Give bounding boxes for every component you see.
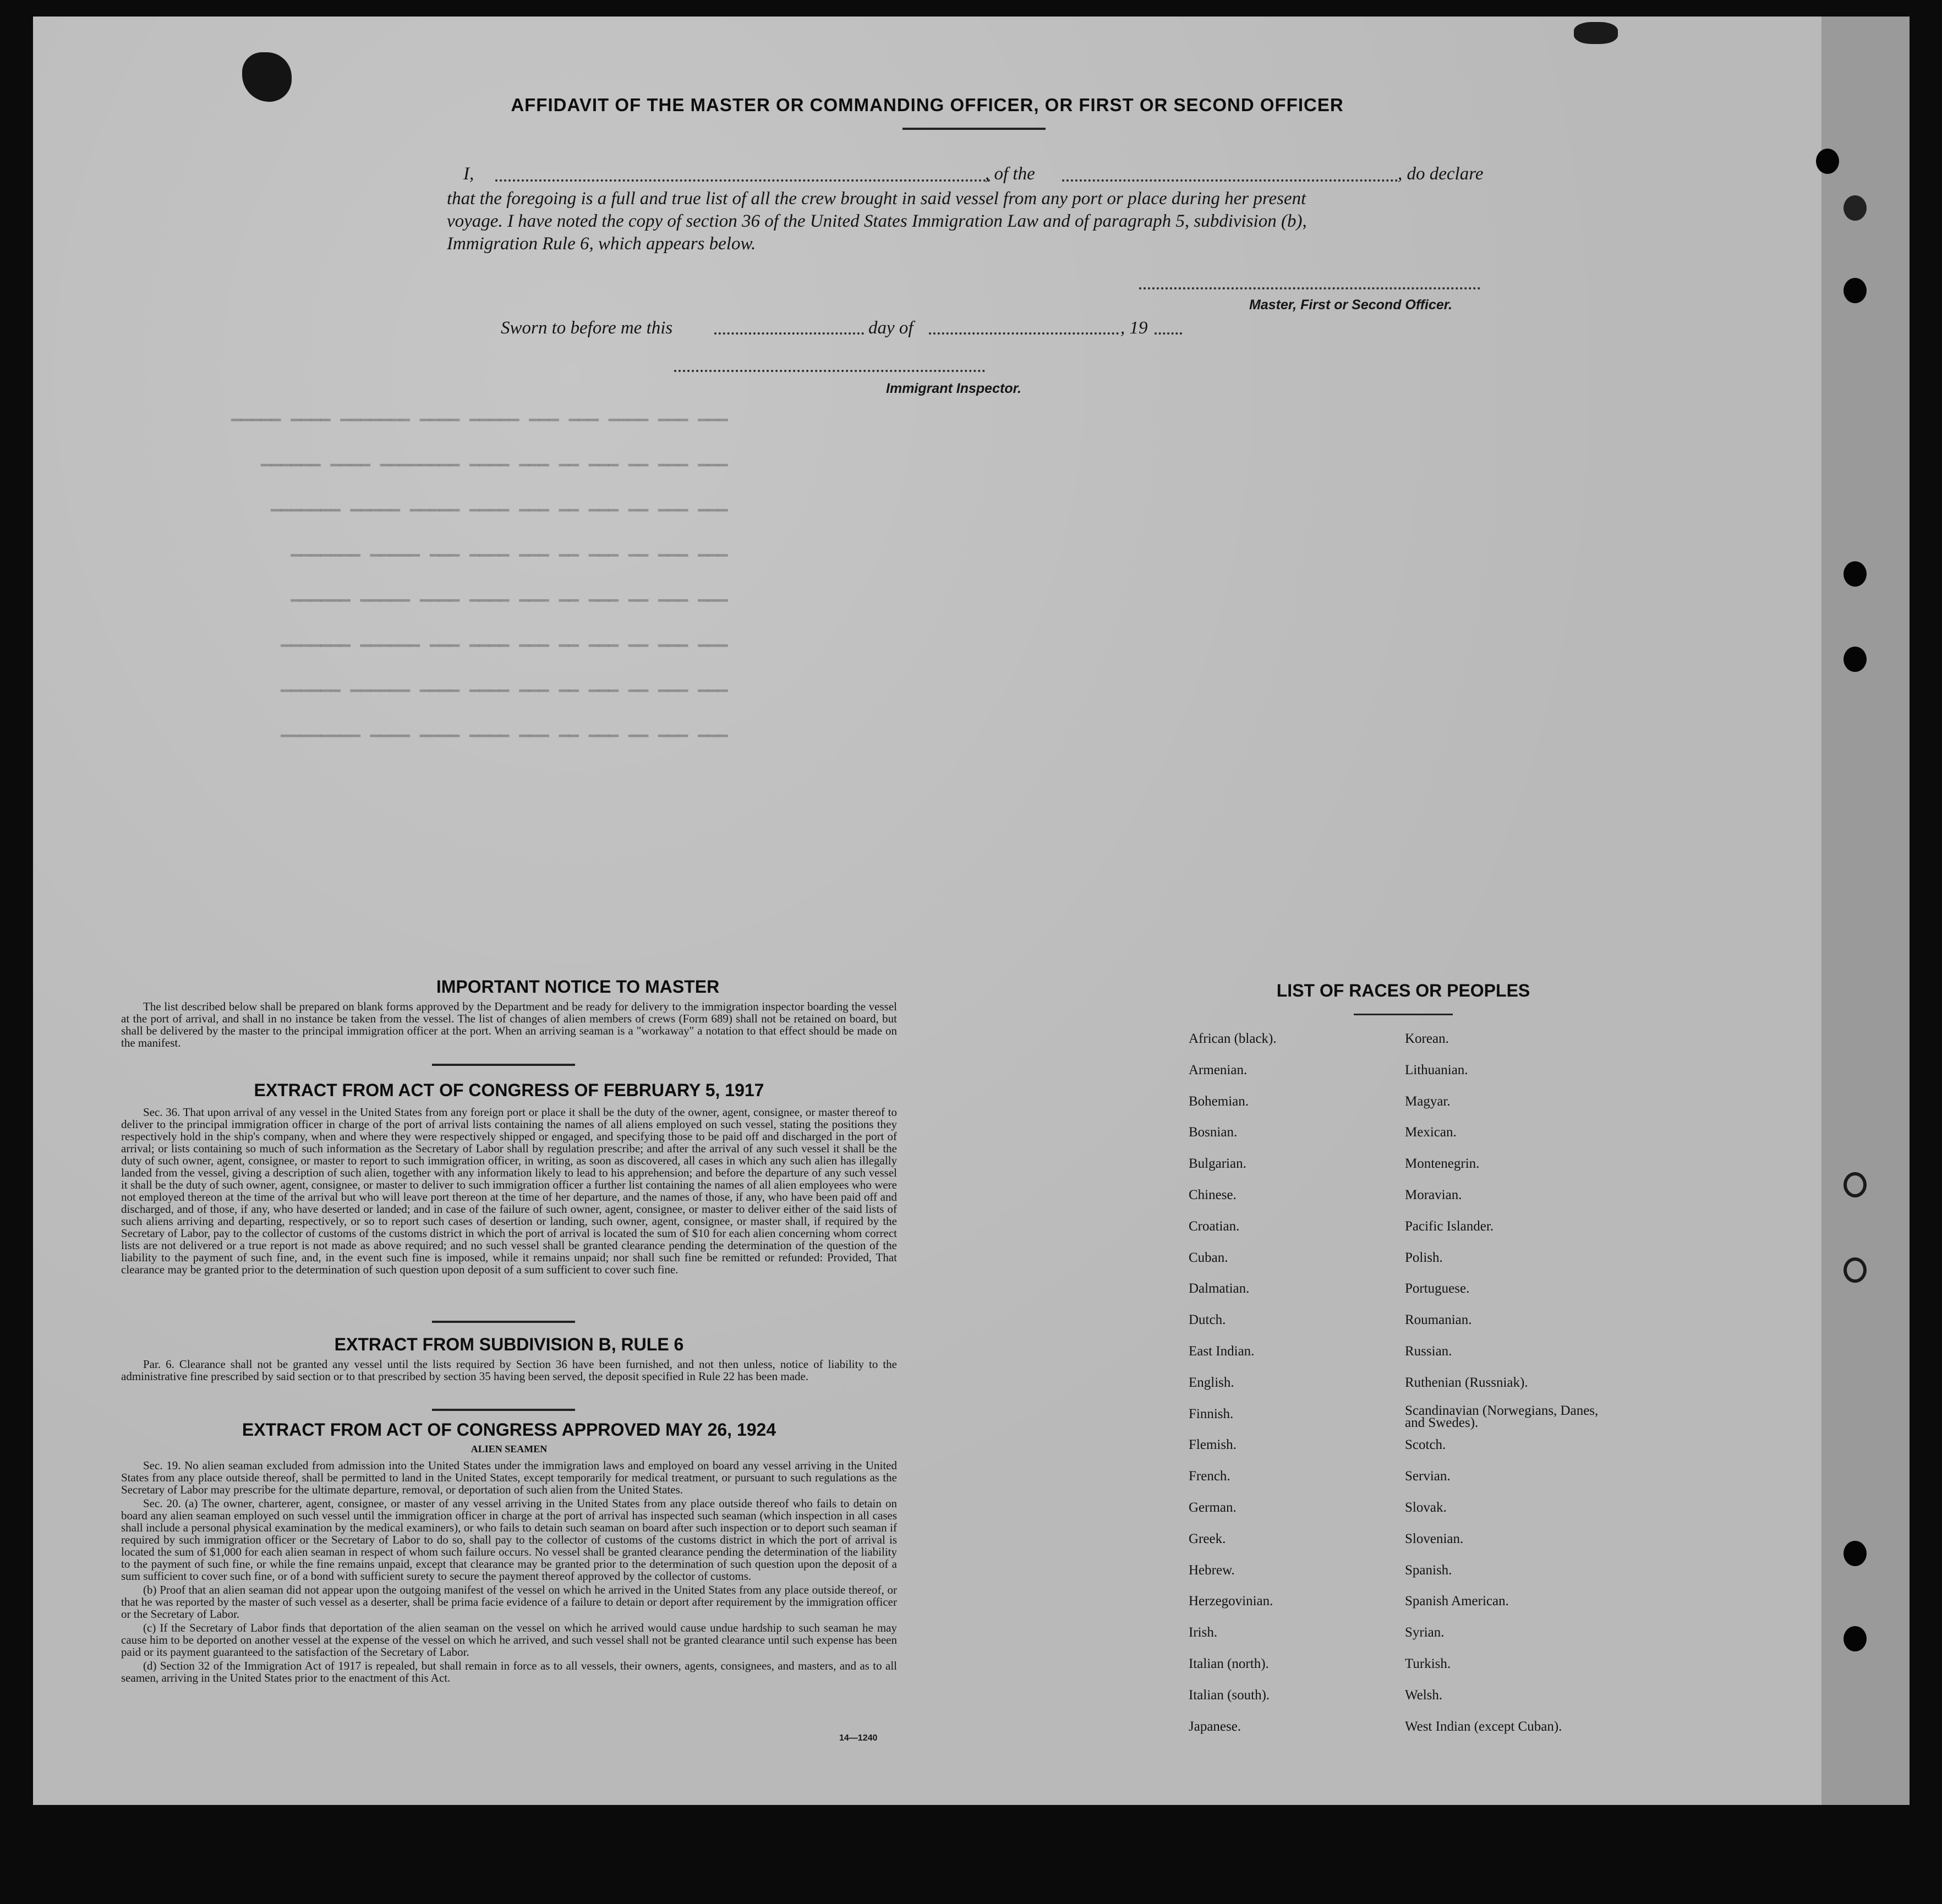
- race-item-left-12: Finnish.: [1189, 1406, 1234, 1421]
- race-item-right-19: Syrian.: [1405, 1625, 1445, 1640]
- declare-i: I,: [463, 164, 474, 184]
- rule6-paragraph: Par. 6. Clearance shall not be granted any vessel until the lists required by Section 36 have been furnished, and not then unless, notice of liability to the administrative fine prescribed by said section or to that prescribed by section 35 having been served, the deposit specified in Rule 22 has been made.: [121, 1358, 897, 1383]
- extract-1917-text: [121, 1106, 897, 1277]
- extract-1917-title: EXTRACT FROM ACT OF CONGRESS OF FEBRUARY 5, 1917: [254, 1080, 764, 1100]
- title-underline: [902, 128, 1046, 130]
- race-item-right-15: Slovak.: [1405, 1500, 1447, 1515]
- race-item-left-16: Greek.: [1189, 1531, 1226, 1546]
- race-item-right-13: Scotch.: [1405, 1437, 1446, 1453]
- race-item-right-21: Welsh.: [1405, 1687, 1443, 1703]
- race-item-left-3: Bosnian.: [1189, 1125, 1238, 1140]
- rule6-divider: [432, 1409, 575, 1411]
- race-item-right-6: Pacific Islander.: [1405, 1218, 1494, 1234]
- sec20b-paragraph: (b) Proof that an alien seaman did not appear upon the outgoing manifest of the vessel on which he arrived in the United States from any place outside thereof, or that he was reported by the master of such vessel as a deserter, shall be prima facie evidence of a failure to detain or deport after requirement by the immigration officer or the Secretary of Labor.: [121, 1583, 897, 1621]
- race-item-left-13: Flemish.: [1189, 1437, 1237, 1453]
- race-item-left-21: Italian (south).: [1189, 1687, 1270, 1703]
- affidavit-title: AFFIDAVIT OF THE MASTER OR COMMANDING OFFICER, OR FIRST OR SECOND OFFICER: [511, 95, 1344, 115]
- sec20d-paragraph: (d) Section 32 of the Immigration Act of 1917 is repealed, but shall remain in force as to all vessels, their owners, agents, consignees, and masters, and as to all seamen, arriving in the United States prior to the enactment of this Act.: [121, 1659, 897, 1684]
- races-underline: [1354, 1014, 1453, 1015]
- extract-1924-text: [121, 1459, 897, 1686]
- sec36-paragraph: Sec. 36. That upon arrival of any vessel in the United States from any foreign port or place it shall be the duty of the owner, agent, consignee, or master thereof to deliver to the principal immigration officer in charge of the port of arrival lists containing the names of all aliens employed on such vessel, stating the positions they respectively hold in the ship's company, when and where they were respectively shipped or engaged, and specifying those to be paid off and discharged in the port of arrival; or lists containing so much of such information as the Secretary of Labor shall by regulation prescribe; and after the arrival of any such vessel it shall be the duty of such owner, agent, consignee, or master to report to such immigration officer, in writing, as soon as discovered, all cases in which any such alien has illegally landed from the vessel, giving a description of such alien, together with any information likely to lead to his apprehension; and before the departure of any such vessel it shall be the duty of such owner, agent, consignee, or master to deliver to such immigration officer a further list containing the names of all alien employees who were not employed thereon at the time of the arrival but who will leave port thereon at the time of her departure, and the names of those, if any, who have been paid off and discharged, and of those, if any, who have deserted or landed; and in case of the failure of such owner, agent, consignee, or master to deliver either of the said lists of such aliens arriving and departing, respectively, or so to report such cases of desertion or landing, such owner, agent, consignee, or master shall, if required by the Secretary of Labor, pay to the collector of customs of the customs district in which the port of arrival is located the sum of $10 for each alien concerning whom correct lists are not delivered or a true report is not made as above required; and no such vessel shall be granted clearance pending the determination of the question of the liability to the payment of such fine, and, in the event such fine is imposed, while it remains unpaid; nor shall such fine be remitted or refunded: Provided, That clearance may be granted prior to the determination of such question upon deposit of a sum sufficient to cover such fine.: [121, 1106, 897, 1276]
- notice-title: IMPORTANT NOTICE TO MASTER: [436, 977, 720, 997]
- declaration-line-2: that the foregoing is a full and true list of all the crew brought in said vessel from any port or place during her present: [447, 189, 1306, 209]
- vessel-blank[interactable]: [1062, 179, 1398, 182]
- punch-hole: [1843, 561, 1867, 587]
- race-item-right-0: Korean.: [1405, 1031, 1449, 1046]
- race-item-left-2: Bohemian.: [1189, 1093, 1249, 1109]
- notice-text: [121, 1000, 897, 1051]
- form-number: 14—1240: [839, 1733, 878, 1743]
- race-item-left-6: Croatian.: [1189, 1218, 1240, 1234]
- race-item-right-9: Roumanian.: [1405, 1312, 1472, 1328]
- alien-seamen-subtitle: ALIEN SEAMEN: [471, 1443, 548, 1454]
- race-item-right-8: Portuguese.: [1405, 1281, 1470, 1296]
- declaration-line-4: Immigration Rule 6, which appears below.: [447, 234, 756, 254]
- punch-hole: [1843, 1541, 1867, 1566]
- extract-1917-divider: [432, 1321, 575, 1323]
- sworn-year: , 19: [1120, 318, 1148, 338]
- inspector-signature-blank[interactable]: [674, 370, 985, 372]
- races-title: LIST OF RACES OR PEOPLES: [1276, 981, 1530, 1000]
- declare-end: , do declare: [1398, 164, 1484, 184]
- sec20a-paragraph: Sec. 20. (a) The owner, charterer, agent, consignee, or master of any vessel arriving in the United States from any place outside thereof who fails to detain on board any alien seaman employed on such vessel until the immigration officer in charge at the port of arrival has inspected such seaman (which inspection in all cases shall include a personal physical examination by the medical examiners), or who fails to detain such seaman on board after such inspection or to deport such seaman if required by such immigration officer or the Secretary of Labor to do so, shall pay to the collector of customs of the customs district in which the port of arrival is located the sum of $1,000 for each alien seaman in respect of whom such failure occurs. No vessel shall be granted clearance pending the determination of the liability to the payment of such fine, or while the fine remains unpaid, except that clearance may be granted prior to the determination of such question upon the deposit of a sum sufficient to cover such fine, or of a bond with sufficient surety to secure the payment thereof approved by the collector of customs.: [121, 1497, 897, 1583]
- race-item-right-1: Lithuanian.: [1405, 1062, 1468, 1077]
- race-item-left-7: Cuban.: [1189, 1250, 1228, 1265]
- punch-hole: [1843, 1172, 1867, 1197]
- race-item-right-4: Montenegrin.: [1405, 1156, 1480, 1172]
- race-item-right-2: Magyar.: [1405, 1093, 1451, 1109]
- declare-of-the: , of the: [985, 164, 1035, 184]
- race-item-left-17: Hebrew.: [1189, 1562, 1235, 1578]
- race-item-right-17: Spanish.: [1405, 1562, 1452, 1578]
- inspector-caption: Immigrant Inspector.: [886, 381, 1021, 396]
- race-item-right-3: Mexican.: [1405, 1125, 1457, 1140]
- punch-hole: [1843, 1257, 1867, 1283]
- notice-paragraph: The list described below shall be prepared on blank forms approved by the Department and be ready for delivery to the immigration inspector boarding the vessel at the port of arrival, and shall in no instance be taken from the vessel. The list of changes of alien members of crews (Form 689) shall not be retained on board, but shall be delivered by the master to the principal immigration officer at the port. When an arriving seaman is a "workaway" a notation to that effect should be made on the manifest.: [121, 1000, 897, 1049]
- race-item-left-1: Armenian.: [1189, 1062, 1248, 1077]
- corner-stain-tear: [1574, 22, 1618, 44]
- bleed-through-text: ▁▁▁ ▁▁▁ ▁▁▁▁ ▁▁▁ ▁▁▁ ▁▁▁▁▁ ▁▁▁▁ ▁▁▁▁▁▁▁ ▁▁▁▁ ▁▁▁▁▁ ▁▁▁ ▁▁▁ ▁▁ ▁▁▁ ▁▁ ▁▁▁ ▁▁▁▁ ▁▁▁▁▁▁▁▁ ▁▁▁▁ ▁▁▁▁▁▁ ▁▁▁ ▁▁▁ ▁▁ ▁▁▁ ▁▁ ▁▁▁ ▁▁▁▁ ▁▁▁▁▁ ▁▁▁▁▁ ▁▁▁▁▁▁▁ ▁▁▁ ▁▁▁ ▁▁ ▁▁▁ ▁▁ ▁▁▁ ▁▁▁▁ ▁▁▁ ▁▁▁▁▁ ▁▁▁▁▁▁▁ ▁▁▁ ▁▁▁ ▁▁ ▁▁▁ ▁▁ ▁▁▁ ▁▁▁▁ ▁▁▁▁ ▁▁▁▁▁ ▁▁▁▁▁▁ ▁▁▁ ▁▁▁ ▁▁ ▁▁▁ ▁▁ ▁▁▁ ▁▁▁▁ ▁▁▁ ▁▁▁▁▁▁ ▁▁▁▁▁▁▁ ▁▁▁ ▁▁▁ ▁▁ ▁▁▁ ▁▁ ▁▁▁ ▁▁▁▁ ▁▁▁▁ ▁▁▁▁▁▁ ▁▁▁▁▁▁ ▁▁▁ ▁▁▁ ▁▁ ▁▁▁ ▁▁ ▁▁▁ ▁▁▁▁ ▁▁▁▁ ▁▁▁▁ ▁▁▁▁▁▁▁▁: [231, 404, 728, 738]
- master-signature-caption: Master, First or Second Officer.: [1249, 297, 1453, 313]
- sworn-day-blank[interactable]: [714, 332, 864, 335]
- race-item-right-11: Ruthenian (Russniak).: [1405, 1375, 1528, 1390]
- punch-hole: [1843, 195, 1867, 221]
- punch-hole: [1816, 149, 1839, 174]
- race-item-left-22: Japanese.: [1189, 1719, 1241, 1734]
- sworn-prefix: Sworn to before me this: [501, 318, 673, 338]
- rule6-title: EXTRACT FROM SUBDIVISION B, RULE 6: [334, 1334, 684, 1354]
- race-item-left-5: Chinese.: [1189, 1188, 1237, 1202]
- race-item-left-4: Bulgarian.: [1189, 1156, 1246, 1172]
- sec19-paragraph: Sec. 19. No alien seaman excluded from admission into the United States under the immigration laws and employed on board any vessel arriving in the United States from any place outside thereof, shall be permitted to land in the United States, except temporarily for medical treatment, or pursuant to such regulations as the Secretary of Labor may prescribe for the ultimate departure, removal, or deportation of such alien from the United States.: [121, 1459, 897, 1496]
- race-item-left-9: Dutch.: [1189, 1312, 1226, 1328]
- race-item-right-10: Russian.: [1405, 1344, 1452, 1359]
- race-item-right-7: Polish.: [1405, 1250, 1443, 1265]
- sec20c-paragraph: (c) If the Secretary of Labor finds that deportation of the alien seaman on the vessel on which he arrived would cause undue hardship to such seaman he may cause him to be deported on another vessel at the expense of the vessel on which he arrived, and such vessel shall not be granted clearance until such expense has been paid or its payment guaranteed to the satisfaction of the Secretary of Labor.: [121, 1621, 897, 1659]
- race-item-left-19: Irish.: [1189, 1625, 1218, 1640]
- race-item-left-20: Italian (north).: [1189, 1656, 1269, 1671]
- race-item-right-14: Servian.: [1405, 1469, 1451, 1484]
- race-item-right-5: Moravian.: [1405, 1188, 1462, 1202]
- sworn-day-of: day of: [868, 318, 913, 338]
- race-item-right-12: Scandinavian (Norwegians, Danes, and Swedes).: [1405, 1403, 1599, 1430]
- race-item-left-14: French.: [1189, 1469, 1230, 1484]
- notice-divider: [432, 1064, 575, 1066]
- extract-1924-title: EXTRACT FROM ACT OF CONGRESS APPROVED MAY 26, 1924: [242, 1420, 776, 1440]
- race-item-right-22: West Indian (except Cuban).: [1405, 1719, 1562, 1734]
- name-blank[interactable]: [495, 179, 991, 182]
- race-item-left-11: English.: [1189, 1375, 1234, 1390]
- race-item-left-0: African (black).: [1189, 1031, 1277, 1046]
- sworn-year-blank[interactable]: [1155, 332, 1182, 335]
- race-item-right-20: Turkish.: [1405, 1656, 1451, 1671]
- race-item-left-18: Herzegovinian.: [1189, 1594, 1273, 1609]
- race-item-right-16: Slovenian.: [1405, 1531, 1464, 1546]
- punch-hole: [1843, 278, 1867, 303]
- rule6-text: [121, 1358, 897, 1384]
- race-item-right-18: Spanish American.: [1405, 1594, 1509, 1609]
- punch-hole: [1843, 647, 1867, 672]
- punch-hole: [1843, 1626, 1867, 1651]
- race-item-left-15: German.: [1189, 1500, 1237, 1515]
- master-signature-blank[interactable]: [1139, 287, 1480, 289]
- race-item-left-8: Dalmatian.: [1189, 1281, 1250, 1296]
- sworn-month-blank[interactable]: [929, 332, 1119, 335]
- race-item-left-10: East Indian.: [1189, 1344, 1255, 1359]
- declaration-line-3: voyage. I have noted the copy of section 36 of the United States Immigration Law and of paragraph 5, subdivision (b),: [447, 211, 1307, 231]
